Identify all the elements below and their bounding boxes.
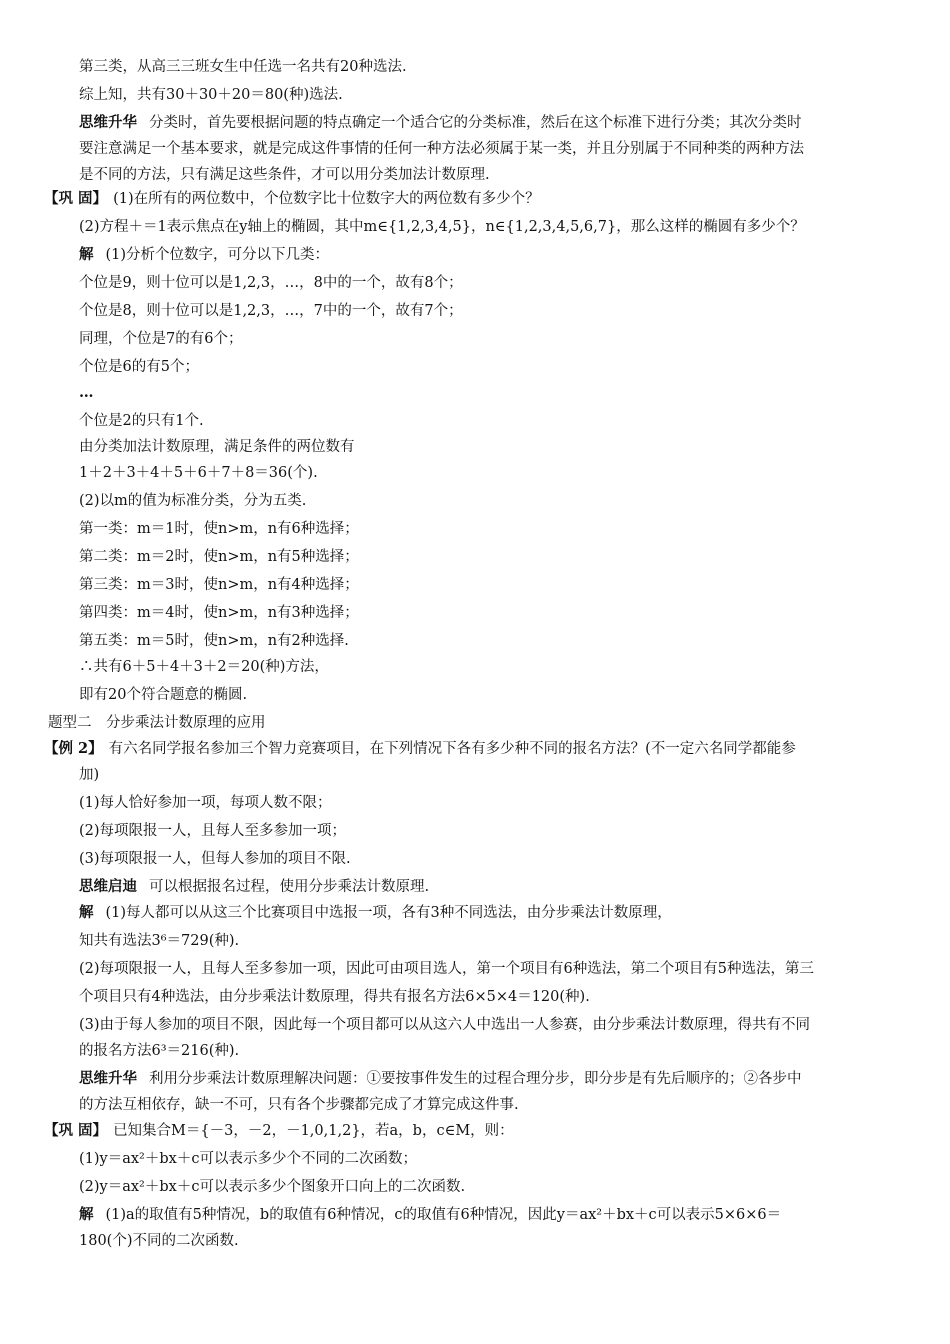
- line-text: 第一类：m＝1时，使n>m，n有6种选择；: [79, 521, 359, 537]
- line-text: 180(个)不同的二次函数.: [79, 1233, 239, 1249]
- line-text: (3)由于每人参加的项目不限，因此每一个项目都可以从这六人中选出一人参赛，由分步乘法计数原理，得共有不同: [79, 1017, 811, 1033]
- line-text: 有六名同学报名参加三个智力竞赛项目，在下列情况下各有多少种不同的报名方法？(不一定六名同学都能参: [108, 741, 796, 757]
- solution-label: 解: [79, 904, 94, 921]
- text-line: [79, 410, 910, 432]
- text-line: [79, 986, 910, 1008]
- line-text: 的报名方法6³＝216(种).: [79, 1043, 240, 1059]
- line-text: (1)y＝ax²＋bx＋c可以表示多少个不同的二次函数；: [79, 1151, 417, 1167]
- line-text: 要注意满足一个基本要求，就是完成这件事情的任何一种方法必须属于某一类，并且分别属于不同种类的两种方法: [79, 141, 804, 157]
- text-line: [79, 164, 910, 186]
- text-line: [79, 1014, 910, 1036]
- line-text: (2)每项限报一人，且每人至多参加一项，因此可由项目选人，第一个项目有6种选法，第二个项目有5种选法，第三: [79, 961, 814, 977]
- line-text: 已知集合M＝{－3，－2，－1,0,1,2}，若a，b，c∈M，则：: [113, 1123, 514, 1139]
- think-guide-label: 思维启迪: [79, 878, 137, 895]
- text-line: [79, 382, 910, 404]
- text-line: [79, 574, 910, 596]
- line-text: 是不同的方法，只有满足这些条件，才可以用分类加法计数原理.: [79, 167, 490, 183]
- line-text: 综上知，共有30＋30＋20＝80(种)选法.: [79, 87, 343, 103]
- think-up-label: 思维升华: [79, 114, 137, 131]
- text-line: [79, 1068, 910, 1090]
- text-line: [79, 328, 910, 350]
- line-text: 即有20个符合题意的椭圆.: [79, 687, 248, 703]
- text-line: [79, 930, 910, 952]
- text-line: [79, 56, 910, 78]
- text-line: [79, 272, 910, 294]
- line-text: 分类时，首先要根据问题的特点确定一个适合它的分类标准，然后在这个标准下进行分类；其次分类时: [149, 115, 802, 131]
- line-text: (1)分析个位数字，可分以下几类：: [105, 247, 330, 263]
- line-text: 个位是8，则十位可以是1,2,3，…，7中的一个，故有7个；: [79, 303, 463, 319]
- text-line: [79, 848, 910, 870]
- consolidate-label: 【巩 固】: [44, 1122, 108, 1139]
- text-line: [79, 356, 910, 378]
- line-text: 题型二 分步乘法计数原理的应用: [48, 715, 266, 731]
- line-text: (1)每人恰好参加一项，每项人数不限；: [79, 795, 332, 811]
- text-line: [79, 462, 910, 484]
- line-text: 由分类加法计数原理，满足条件的两位数有: [79, 439, 355, 455]
- line-text: 第四类：m＝4时，使n>m，n有3种选择；: [79, 605, 359, 621]
- line-text: 第三类：m＝3时，使n>m，n有4种选择；: [79, 577, 359, 593]
- line-text: (1)a的取值有5种情况，b的取值有6种情况，c的取值有6种情况，因此y＝ax²＋bx＋c可以表示5×6×6＝: [105, 1207, 782, 1223]
- line-text: ∴共有6＋5＋4＋3＋2＝20(种)方法，: [79, 659, 329, 675]
- text-line: [79, 216, 910, 238]
- text-line: [79, 84, 910, 106]
- line-text: 个位是2的只有1个.: [79, 413, 204, 429]
- line-text: (2)方程＋＝1表示焦点在y轴上的椭圆，其中m∈{1,2,3,4,5}，n∈{1,2,3,4,5,6,7}，那么这样的椭圆有多少个？: [79, 219, 805, 235]
- line-text: 第五类：m＝5时，使n>m，n有2种选择.: [79, 633, 349, 649]
- line-text: 可以根据报名过程，使用分步乘法计数原理.: [149, 879, 430, 895]
- text-line: [79, 764, 910, 786]
- text-line: [79, 820, 910, 842]
- line-text: 加): [79, 767, 100, 783]
- text-line: [79, 1204, 910, 1226]
- text-line: [79, 1094, 910, 1116]
- line-text: 个位是6的有5个；: [79, 359, 199, 375]
- line-text: (2)y＝ax²＋bx＋c可以表示多少个图象开口向上的二次函数.: [79, 1179, 466, 1195]
- text-line: [79, 546, 910, 568]
- text-line: [79, 244, 910, 266]
- text-line: [79, 138, 910, 160]
- line-text: (2)每项限报一人，且每人至多参加一项；: [79, 823, 347, 839]
- text-line: [79, 876, 910, 898]
- text-line: [44, 188, 910, 210]
- line-text: …: [79, 384, 94, 401]
- text-line: [79, 1176, 910, 1198]
- solution-label: 解: [79, 246, 94, 263]
- text-line: [79, 684, 910, 706]
- text-line: [79, 1040, 910, 1062]
- solution-label: 解: [79, 1206, 94, 1223]
- section-heading: [48, 712, 910, 734]
- text-line: [79, 958, 910, 980]
- text-line: [79, 792, 910, 814]
- text-line: [79, 1148, 910, 1170]
- text-line: [79, 902, 910, 924]
- line-text: 第二类：m＝2时，使n>m，n有5种选择；: [79, 549, 359, 565]
- line-text: 个位是9，则十位可以是1,2,3，…，8中的一个，故有8个；: [79, 275, 463, 291]
- line-text: 知共有选法3⁶＝729(种).: [79, 933, 240, 949]
- text-line: [44, 1120, 910, 1142]
- text-line: [79, 518, 910, 540]
- line-text: (1)每人都可以从这三个比赛项目中选报一项，各有3种不同选法，由分步乘法计数原理，: [105, 905, 672, 921]
- think-up-label: 思维升华: [79, 1070, 137, 1087]
- line-text: (3)每项限报一人，但每人参加的项目不限.: [79, 851, 351, 867]
- line-text: 同理，个位是7的有6个；: [79, 331, 243, 347]
- line-text: 个项目只有4种选法，由分步乘法计数原理，得共有报名方法6×5×4＝120(种).: [79, 989, 590, 1005]
- text-line: [79, 436, 910, 458]
- text-line: [79, 300, 910, 322]
- line-text: 第三类，从高三三班女生中任选一名共有20种选法.: [79, 59, 407, 75]
- text-line: [79, 490, 910, 512]
- text-line: [79, 112, 910, 134]
- text-line: [79, 656, 910, 678]
- line-text: 利用分步乘法计数原理解决问题：①要按事件发生的过程合理分步，即分步是有先后顺序的；②各步中: [149, 1071, 802, 1087]
- text-line: [79, 602, 910, 624]
- line-text: 1＋2＋3＋4＋5＋6＋7＋8＝36(个).: [79, 465, 318, 481]
- example2-label: 【例 2】: [44, 740, 103, 757]
- text-line: [79, 1230, 910, 1252]
- line-text: 的方法互相依存，缺一不可，只有各个步骤都完成了才算完成这件事.: [79, 1097, 519, 1113]
- text-line: [44, 738, 910, 760]
- text-line: [79, 630, 910, 652]
- consolidate-label: 【巩 固】: [44, 190, 108, 207]
- line-text: (1)在所有的两位数中，个位数字比十位数字大的两位数有多少个？: [113, 191, 540, 207]
- line-text: (2)以m的值为标准分类，分为五类.: [79, 493, 307, 509]
